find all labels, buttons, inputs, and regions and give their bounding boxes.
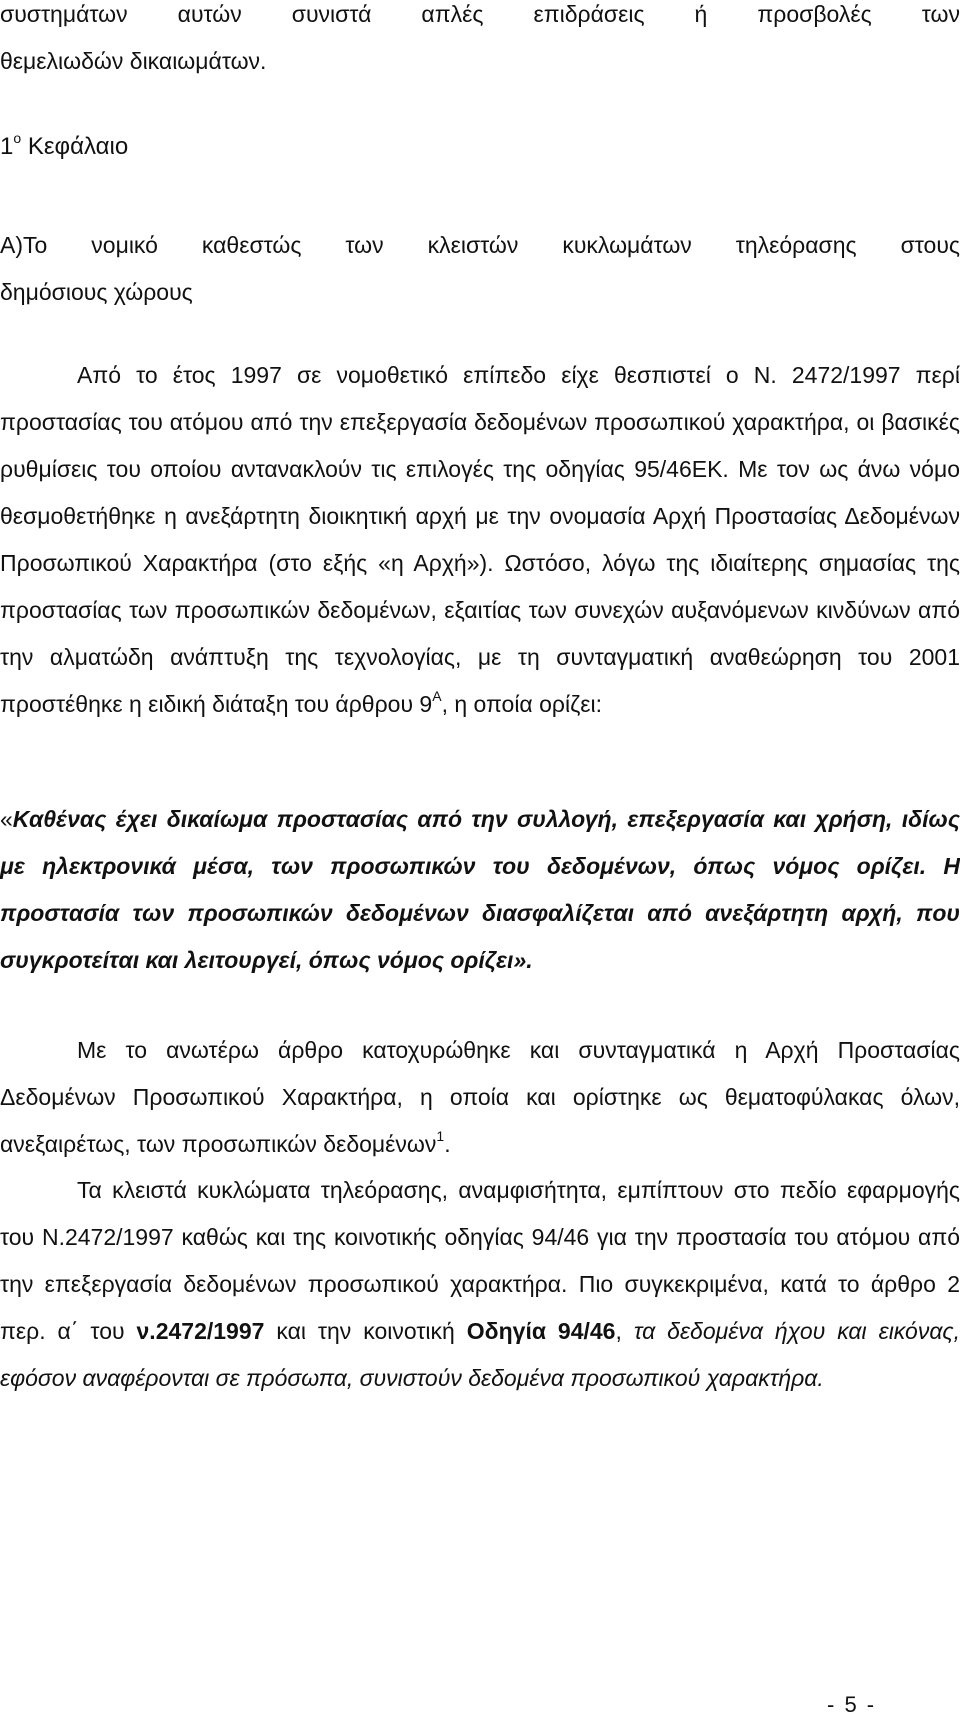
intro-line-1: συστημάτων αυτών συνιστά απλές επιδράσεις ή προσβολές των [0,1,960,27]
paragraph-3-text [0,1167,960,1402]
chapter-heading [0,123,128,170]
section-title-line-2: δημόσιους χώρους [0,279,193,305]
quote-open-mark: « [0,806,13,832]
paragraph-3-italic: τα δεδομένα ήχου και εικόνας, εφόσον αναφέρονται σε πρόσωπα, συνιστούν δεδομένα προσωπικού χαρακτήρα. [0,1318,960,1391]
page-number: - 5 - [827,1692,877,1717]
paragraph-1 [0,352,960,728]
paragraph-1-tail: , η οποία ορίζει: [441,691,603,717]
quote-text [0,796,960,984]
intro-text [0,0,960,85]
section-title [0,222,960,316]
paragraph-1-text [0,352,960,728]
directive-reference: Οδηγία 94/46 [466,1318,616,1344]
chapter-superscript: ο [13,130,22,146]
section-title-line-1: Α)Το νομικό καθεστώς των κλειστών κυκλωμάτων τηλεόρασης στους [0,232,960,258]
footnote-mark: 1 [436,1128,445,1145]
paragraph-3-comma: , [615,1318,634,1344]
quote-body: Καθένας έχει δικαίωμα προστασίας από την συλλογή, επεξεργασία και χρήση, ιδίως με ηλεκτρονικά μέσα, των προσωπικών του δεδομένων, όπως νόμος ορίζει. Η προστασία των προσωπικών δεδομένων διασφαλίζεται από ανεξάρτητη αρχή, που συγκροτείται και λειτουργεί, όπως νόμος ορίζει». [0,806,960,973]
paragraph-3 [0,1167,960,1402]
paragraph-3-body: Τα κλειστά κυκλώματα τηλεόρασης, αναμφισήτητα, εμπίπτουν στο πεδίο εφαρμογής του Ν.2472/1997 καθώς και της κοινοτικής οδηγίας 94/46 για την προστασία του ατόμου από την επεξεργασία δεδομένων προσωπικού χαρακτήρα. Πιο συγκεκριμένα, κατά το άρθρο 2 περ. α΄ του [0,1177,960,1344]
paragraph-2-text [0,1027,960,1168]
paragraph-3-mid: και την κοινοτική [264,1318,467,1344]
chapter-label: Κεφάλαιο [27,133,129,160]
chapter-number: 1 [0,133,14,160]
paragraph-2 [0,1027,960,1168]
article-superscript: Α [432,688,442,705]
intro-line-2: θεμελιωδών δικαιωμάτων. [0,48,267,74]
law-reference: ν.2472/1997 [136,1318,265,1344]
paragraph-2-body: Με το ανωτέρω άρθρο κατοχυρώθηκε και συνταγματικά η Αρχή Προστασίας Δεδομένων Προσωπικού Χαρακτήρα, η οποία και ορίστηκε ως θεματοφύλακας όλων, ανεξαιρέτως, των προσωπικών δεδομένων [0,1037,960,1157]
paragraph-1-body: Από το έτος 1997 σε νομοθετικό επίπεδο είχε θεσπιστεί ο Ν. 2472/1997 περί προστασίας του ατόμου από την επεξεργασία δεδομένων προσωπικού χαρακτήρα, οι βασικές ρυθμίσεις του οποίου αντανακλούν τις επιλογές της οδηγίας 95/46ΕΚ. Με τον ως άνω νόμο θεσμοθετήθηκε η ανεξάρτητη διοικητική αρχή με την ονομασία Αρχή Προστασίας Δεδομένων Προσωπικού Χαρακτήρα (στο εξής «η Αρχή»). Ωστόσο, λόγω της ιδιαίτερης σημασίας της προστασίας των προσωπικών δεδομένων, εξαιτίας των συνεχών αυξανόμενων κινδύνων από την αλματώδη ανάπτυξη της τεχνολογίας, με τη συνταγματική αναθεώρηση του 2001 προστέθηκε η ειδική διάταξη του άρθρου 9 [0,362,960,717]
constitution-quote [0,796,960,984]
paragraph-2-tail: . [444,1131,451,1157]
